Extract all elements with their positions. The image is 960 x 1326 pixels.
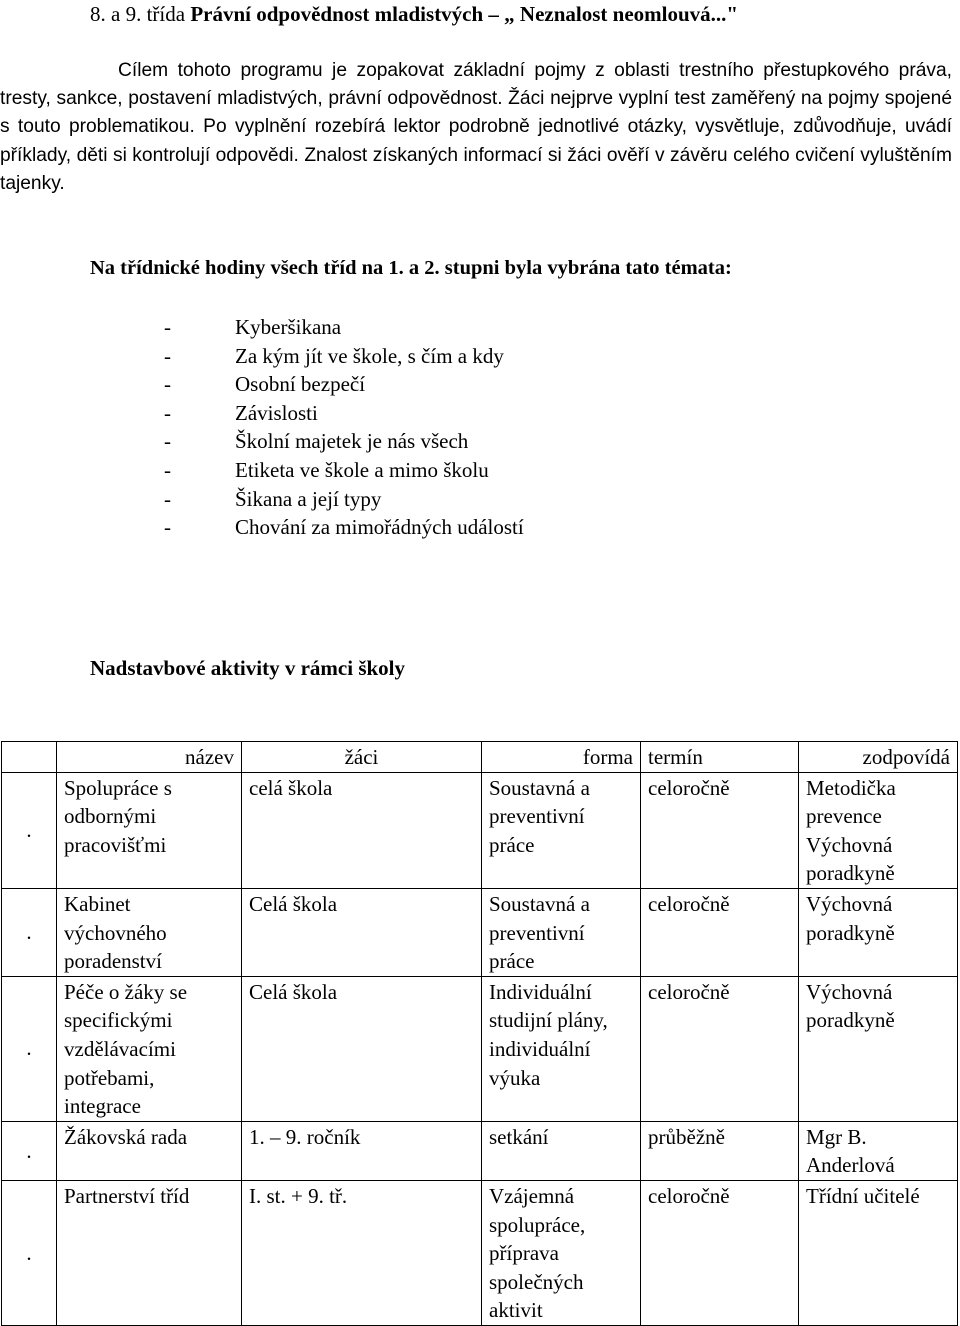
topic-item: [164, 342, 524, 371]
cell-zodpovida: Výchovná poradkyně: [799, 888, 958, 976]
topic-item: [164, 370, 524, 399]
topic-label: Osobní bezpečí: [235, 372, 366, 397]
topic-label: Etiketa ve škole a mimo školu: [235, 457, 489, 482]
cell-zaci: celá škola: [242, 772, 482, 888]
cell-zaci: Celá škola: [242, 976, 482, 1121]
cell-forma: setkání: [482, 1121, 641, 1180]
topic-label: Závislosti: [235, 400, 318, 425]
intro-text: Cílem tohoto programu je zopakovat základní pojmy z oblasti trestního přestupkového práva, tresty, sankce, postavení mladistvých, právní odpovědnost. Žáci nejprve vyplní test zaměřený na pojmy spojené s touto problematikou. Po vyplnění rozebírá lektor podrobně jednotlivé otázky, vysvětluje, zdůvodňuje, uvádí příklady, děti si kontrolují odpovědi. Znalost získaných informací si žáci ověří v závěru celého cvičení vyluštěním tajenky.: [0, 60, 952, 194]
table-row: [2, 1121, 958, 1180]
cell-nazev: Partnerství tříd: [57, 1180, 242, 1325]
topic-item: [164, 399, 524, 428]
cell-nazev: Žákovská rada: [57, 1121, 242, 1180]
row-number: .: [2, 976, 57, 1121]
intro-paragraph: [0, 57, 952, 198]
topic-item: [164, 513, 524, 542]
cell-forma: Individuální studijní plány, individuální výuka: [482, 976, 641, 1121]
cell-termin: celoročně: [641, 772, 799, 888]
topic-label: Šikana a její typy: [235, 486, 382, 511]
header-zaci: žáci: [242, 742, 482, 773]
topic-dash: -: [164, 486, 171, 511]
row-number: .: [2, 1180, 57, 1325]
cell-termin: průběžně: [641, 1121, 799, 1180]
cell-nazev: Spolupráce s odbornými pracovišťmi: [57, 772, 242, 888]
topic-label: Za kým jít ve škole, s čím a kdy: [235, 343, 504, 368]
topic-dash: -: [164, 343, 171, 368]
cell-zodpovida: Výchovná poradkyně: [799, 976, 958, 1121]
cell-nazev: Kabinet výchovného poradenství: [57, 888, 242, 976]
topic-label: Školní majetek je nás všech: [235, 429, 469, 454]
table-row: [2, 772, 958, 888]
topic-dash: -: [164, 429, 171, 454]
cell-forma: Vzájemná spolupráce, příprava společných aktivit: [482, 1180, 641, 1325]
cell-forma: Soustavná a preventivní práce: [482, 772, 641, 888]
header-zodpovida: zodpovídá: [799, 742, 958, 773]
topic-label: Kyberšikana: [235, 315, 342, 339]
cell-nazev: Péče o žáky se specifickými vzdělávacími potřebami, integrace: [57, 976, 242, 1121]
topics-list: [164, 313, 524, 542]
header-prefix: 8. a 9. třída: [90, 2, 186, 26]
topic-item: [164, 427, 524, 456]
cell-zaci: I. st. + 9. tř.: [242, 1180, 482, 1325]
table-row: [2, 976, 958, 1121]
topic-dash: -: [164, 315, 171, 339]
topic-dash: -: [164, 400, 171, 425]
topic-dash: -: [164, 515, 171, 540]
cell-forma: Soustavná a preventivní práce: [482, 888, 641, 976]
header-nazev: název: [57, 742, 242, 773]
table-row: [2, 888, 958, 976]
cell-zodpovida: Mgr B. Anderlová: [799, 1121, 958, 1180]
topic-label: Chování za mimořádných událostí: [235, 515, 524, 540]
topics-heading: Na třídnické hodiny všech tříd na 1. a 2. stupni byla vybrána tato témata:: [90, 257, 732, 279]
cell-zaci: Celá škola: [242, 888, 482, 976]
cell-zaci: 1. – 9. ročník: [242, 1121, 482, 1180]
cell-zodpovida: Třídní učitelé: [799, 1180, 958, 1325]
header-title: Právní odpovědnost mladistvých – „ Neznalost neomlouvá...": [190, 2, 739, 26]
topic-dash: -: [164, 372, 171, 397]
cell-termin: celoročně: [641, 976, 799, 1121]
cell-zodpovida: Metodička prevence Výchovná poradkyně: [799, 772, 958, 888]
topic-item: [164, 485, 524, 514]
topic-dash: -: [164, 457, 171, 482]
row-number: .: [2, 1121, 57, 1180]
header-termin: termín: [641, 742, 799, 773]
cell-termin: celoročně: [641, 888, 799, 976]
activities-table: [1, 741, 958, 1326]
header-forma: forma: [482, 742, 641, 773]
header-num-cell: [2, 742, 57, 773]
row-number: .: [2, 772, 57, 888]
table-row: [2, 1180, 958, 1325]
topic-item: [164, 313, 524, 342]
activities-heading: Nadstavbové aktivity v rámci školy: [90, 656, 405, 680]
row-number: .: [2, 888, 57, 976]
cell-termin: celoročně: [641, 1180, 799, 1325]
table-header-row: [2, 742, 958, 773]
page-header: [90, 0, 738, 28]
topic-item: [164, 456, 524, 485]
